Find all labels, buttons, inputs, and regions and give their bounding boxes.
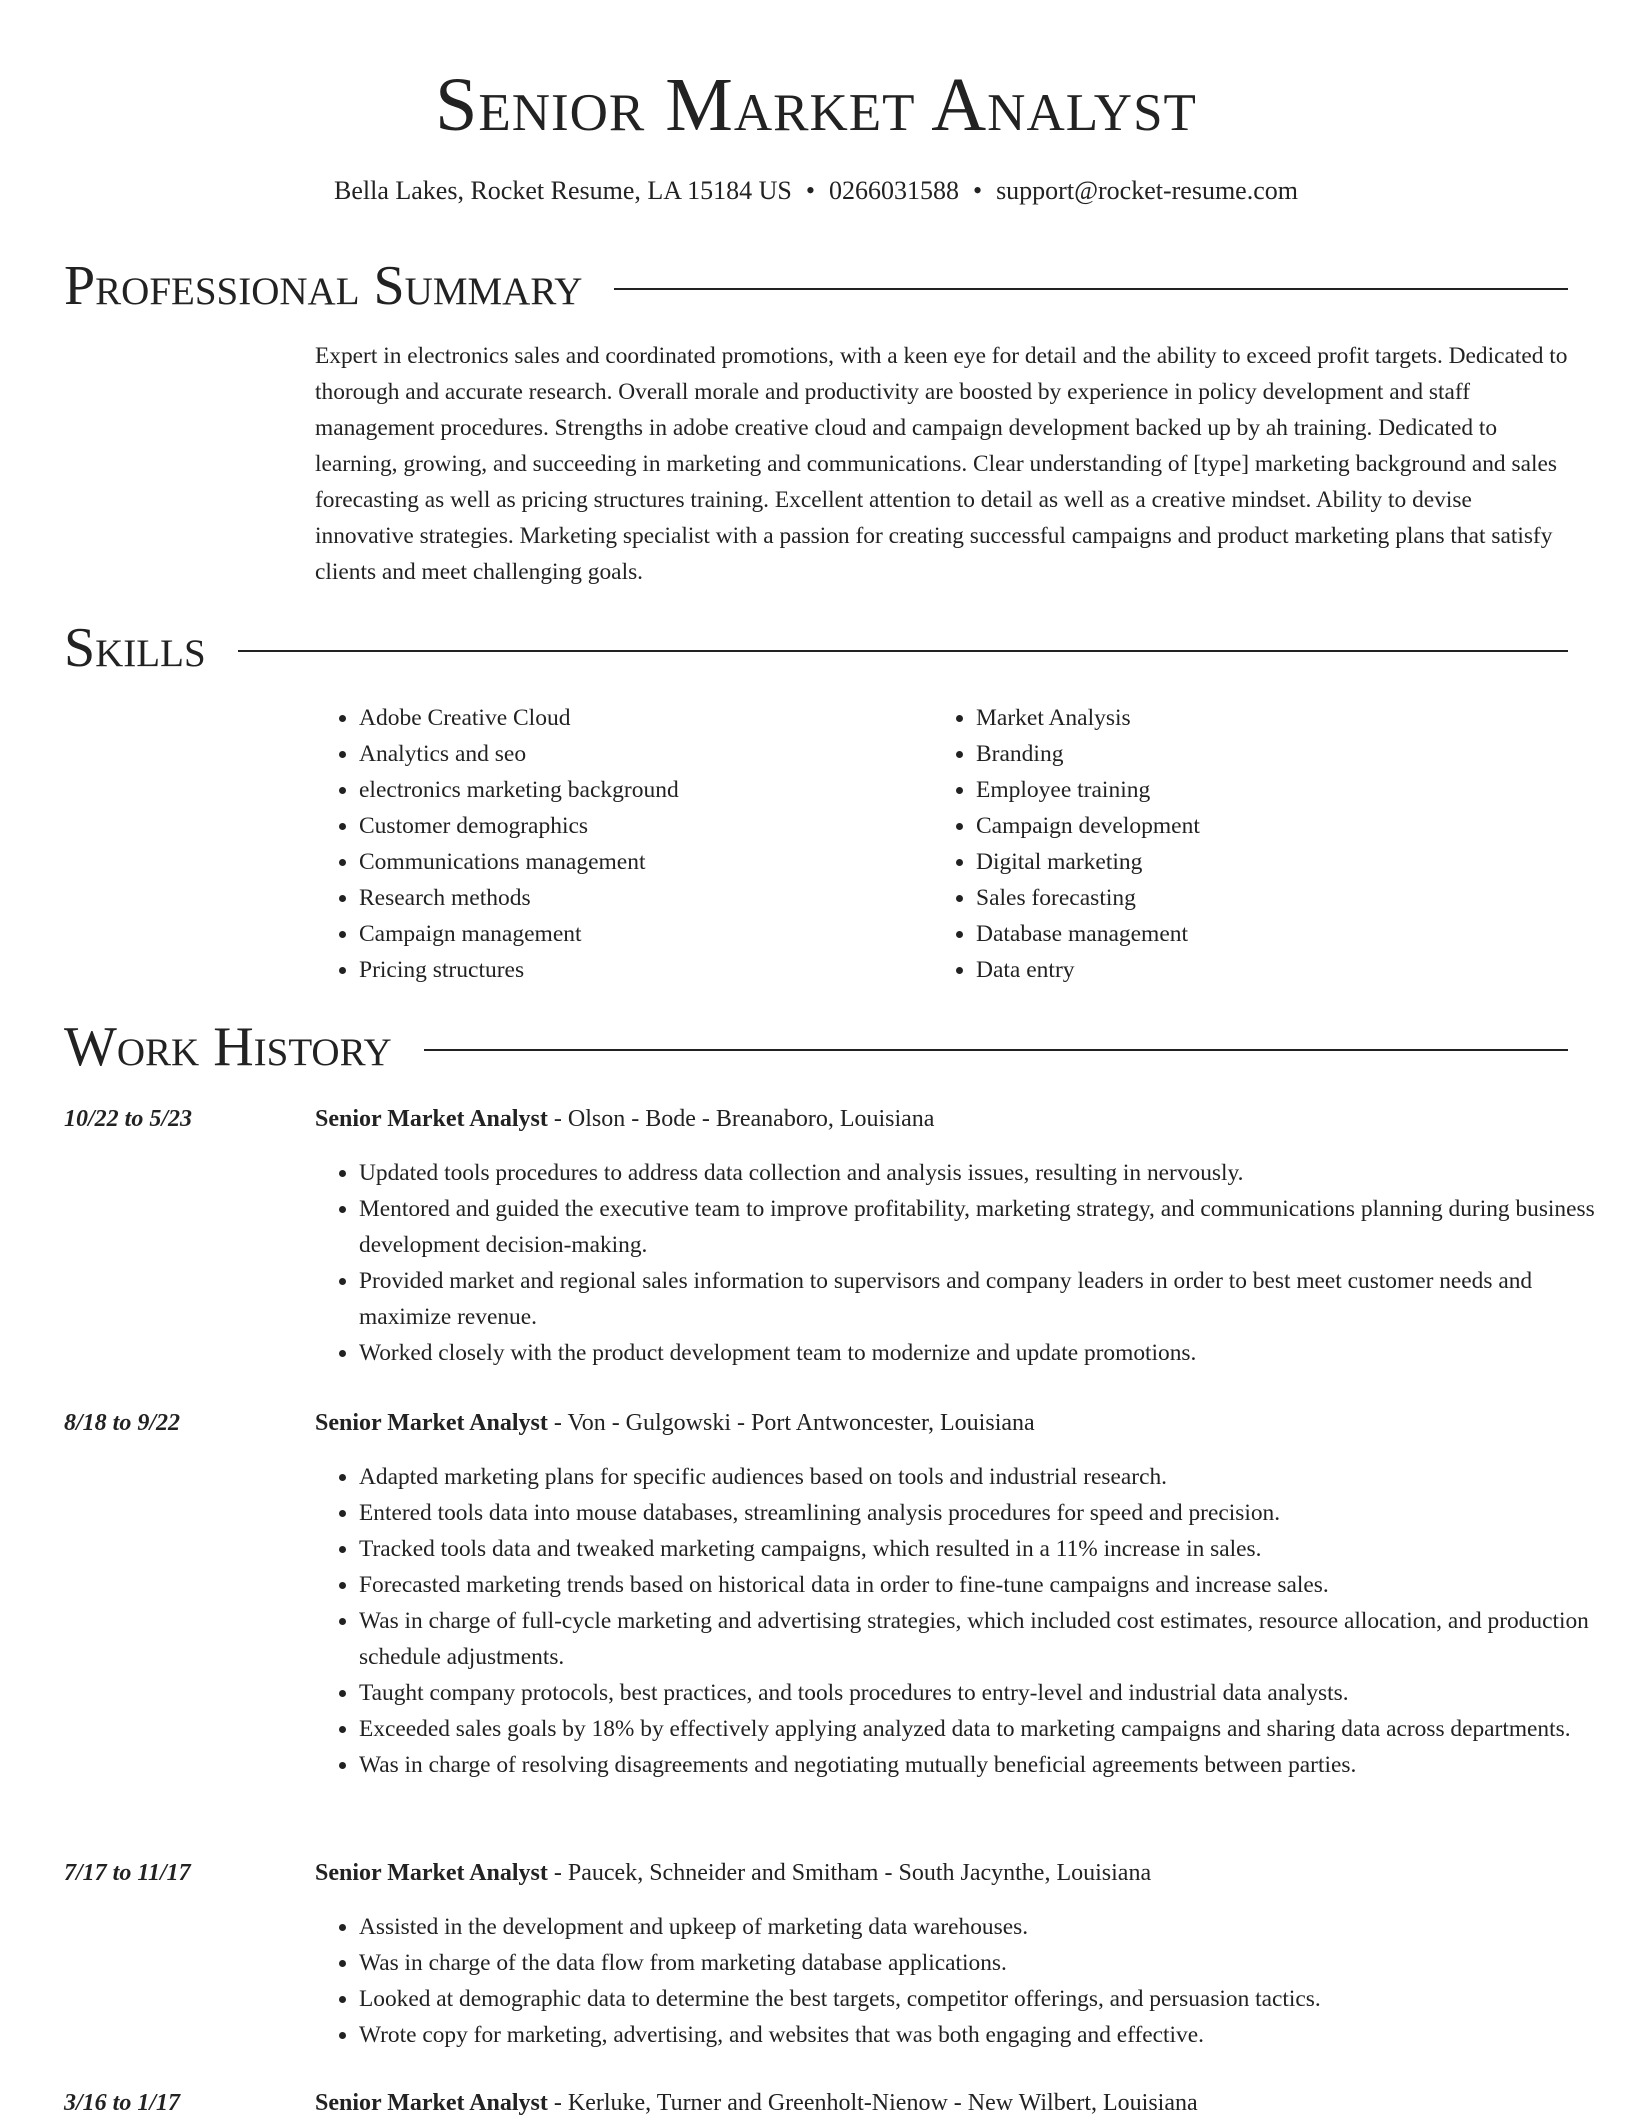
job-bullets xyxy=(315,1909,1619,2053)
job-role: Senior Market Analyst xyxy=(315,2090,548,2116)
resume-name: Senior Market Analyst xyxy=(435,63,1197,147)
skills-list-left xyxy=(315,700,679,988)
job-dates: 3/16 to 1/17 xyxy=(64,2090,181,2116)
job-bullet: • Updated tools procedures to address data collection and analysis issues, resulting in nervously. xyxy=(359,1155,1619,1191)
contact-separator: • xyxy=(805,176,815,205)
skills-list-right xyxy=(932,700,1200,988)
skill-item: • Research methods xyxy=(359,880,679,916)
contact-separator: • xyxy=(972,176,983,205)
contact-email: support@rocket-resume.com xyxy=(996,176,1298,205)
job-role: Senior Market Analyst xyxy=(315,1860,548,1886)
skill-item: • Customer demographics xyxy=(359,808,679,844)
section-divider xyxy=(424,1049,1568,1051)
work-section-header xyxy=(64,1015,1568,1079)
job-role: Senior Market Analyst xyxy=(315,1410,548,1436)
section-divider xyxy=(614,288,1568,290)
skill-item: • Campaign management xyxy=(359,916,679,952)
job-bullet: • Provided market and regional sales information to supervisors and company leaders in order to best meet customer needs and maximize revenue. xyxy=(359,1263,1619,1335)
job-employer: - Paucek, Schneider and Smitham - South Jacynthe, Louisiana xyxy=(547,1860,1152,1886)
skill-item: • Pricing structures xyxy=(359,952,679,988)
job-bullet: • Was in charge of the data flow from marketing database applications. xyxy=(359,1945,1619,1981)
skill-item: • Digital marketing xyxy=(976,844,1200,880)
job-employer: - Von - Gulgowski - Port Antwoncester, Louisiana xyxy=(547,1410,1035,1436)
skill-item: • Branding xyxy=(976,736,1200,772)
job-bullet: • Exceeded sales goals by 18% by effectively applying analyzed data to marketing campaigns and sharing data across departments. xyxy=(359,1711,1619,1747)
skill-item: • Employee training xyxy=(976,772,1200,808)
skill-item: • electronics marketing background xyxy=(359,772,679,808)
job-bullet: • Tracked tools data and tweaked marketing campaigns, which resulted in a 11% increase in sales. xyxy=(359,1531,1619,1567)
summary-section-header xyxy=(64,254,1568,318)
summary-text: Expert in electronics sales and coordinated promotions, with a keen eye for detail and the ability to exceed profit targets. Dedicated to thorough and accurate research. Overall morale and productivity are boosted by experience in policy development and staff management procedures. Strengths in adobe creative cloud and campaign development backed up by ah training. Dedicated to learning, growing, and succeeding in marketing and communications. Clear understanding of [type] marketing background and sales forecasting as well as pricing structures training. Excellent attention to detail as well as a creative mindset. Ability to devise innovative strategies. Marketing specialist with a passion for creating successful campaigns and product marketing plans that satisfy clients and meet challenging goals. xyxy=(315,343,1568,585)
job-heading xyxy=(315,1405,1035,1441)
job-bullet: • Forecasted marketing trends based on historical data in order to fine-tune campaigns and increase sales. xyxy=(359,1567,1619,1603)
job-bullet: • Was in charge of full-cycle marketing and advertising strategies, which included cost estimates, resource allocation, and production schedule adjustments. xyxy=(359,1603,1619,1675)
job-bullet: • Was in charge of resolving disagreements and negotiating mutually beneficial agreements between parties. xyxy=(359,1747,1619,1783)
job-dates: 10/22 to 5/23 xyxy=(64,1106,193,1132)
skill-item: • Communications management xyxy=(359,844,679,880)
skill-item: • Campaign development xyxy=(976,808,1200,844)
job-bullets xyxy=(315,1459,1619,1783)
skill-item: • Data entry xyxy=(976,952,1200,988)
job-heading xyxy=(315,2085,1198,2121)
job-bullet: • Worked closely with the product development team to modernize and update promotions. xyxy=(359,1335,1619,1371)
job-bullets xyxy=(315,1155,1619,1371)
job-bullet: • Taught company protocols, best practices, and tools procedures to entry-level and industrial data analysts. xyxy=(359,1675,1619,1711)
contact-line xyxy=(0,174,1632,208)
job-bullet: • Mentored and guided the executive team to improve profitability, marketing strategy, and communications planning during business development decision-making. xyxy=(359,1191,1619,1263)
summary-section-title: Professional Summary xyxy=(64,255,583,317)
job-employer: - Kerluke, Turner and Greenholt-Nienow - New Wilbert, Louisiana xyxy=(547,2090,1198,2116)
skill-item: • Database management xyxy=(976,916,1200,952)
skill-item: • Market Analysis xyxy=(976,700,1200,736)
job-role: Senior Market Analyst xyxy=(315,1106,548,1132)
skills-section-header xyxy=(64,616,1568,680)
skill-item: • Adobe Creative Cloud xyxy=(359,700,679,736)
section-divider xyxy=(238,650,1568,652)
job-bullet: • Looked at demographic data to determine the best targets, competitor offerings, and persuasion tactics. xyxy=(359,1981,1619,2017)
skills-section-title: Skills xyxy=(64,617,206,679)
job-employer: - Olson - Bode - Breanaboro, Louisiana xyxy=(547,1106,935,1132)
contact-address: Bella Lakes, Rocket Resume, LA 15184 US xyxy=(334,176,792,205)
contact-phone: 0266031588 xyxy=(828,176,959,205)
job-bullet: • Wrote copy for marketing, advertising, and websites that was both engaging and effective. xyxy=(359,2017,1619,2053)
job-heading xyxy=(315,1855,1151,1891)
skill-item: • Analytics and seo xyxy=(359,736,679,772)
job-bullet: • Assisted in the development and upkeep of marketing data warehouses. xyxy=(359,1909,1619,1945)
work-section-title: Work History xyxy=(64,1016,392,1078)
skill-item: • Sales forecasting xyxy=(976,880,1200,916)
job-dates: 8/18 to 9/22 xyxy=(64,1410,181,1436)
job-dates: 7/17 to 11/17 xyxy=(64,1860,191,1886)
job-heading xyxy=(315,1101,934,1137)
job-bullet: • Entered tools data into mouse databases, streamlining analysis procedures for speed and precision. xyxy=(359,1495,1619,1531)
job-bullet: • Adapted marketing plans for specific audiences based on tools and industrial research. xyxy=(359,1459,1619,1495)
